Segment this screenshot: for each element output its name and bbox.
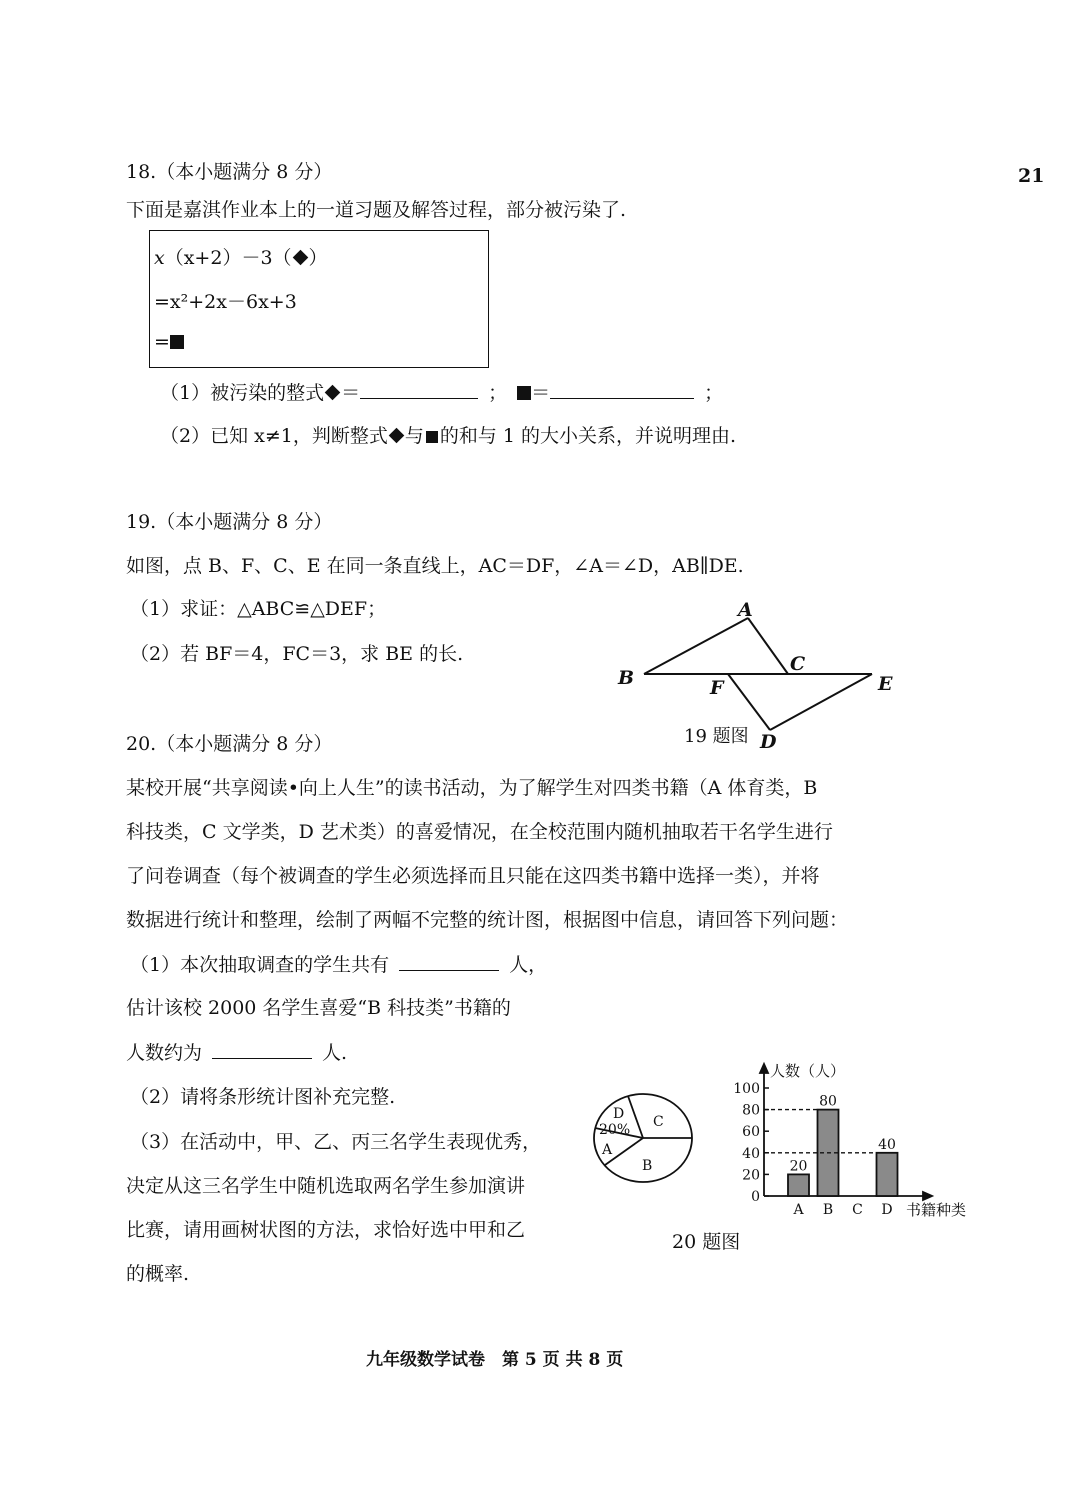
square-icon [426,431,438,443]
q20-part2: （2）请将条形统计图补充完整. [130,1086,396,1108]
segment-ab [644,618,748,674]
diamond-icon [292,250,308,266]
pie-label-d: D [613,1106,625,1122]
segment-fd [728,674,770,730]
x-axis-arrow [923,1192,932,1200]
q18-part1-text: （1）被污染的整式 [160,382,325,404]
y-tick-label: 40 [742,1145,760,1162]
y-axis-arrow [760,1064,768,1073]
q18-box-line3 [154,331,184,353]
q20-part1-line3 [126,1040,347,1065]
q18-part2 [160,424,736,448]
q20-part1-d: 人数约为 [126,1042,203,1064]
q18-part1 [160,380,723,405]
y-tick-label: 80 [742,1102,760,1119]
bar [877,1153,898,1196]
q19-figure [600,590,920,760]
y-axis-label: 人数（人） [770,1062,846,1080]
q20-part3-4: 的概率. [126,1263,190,1285]
q20-part1-a: （1）本次抽取调查的学生共有 [130,954,390,976]
label-d: D [760,731,777,753]
q20-figure-caption: 20 题图 [672,1231,741,1253]
q20-para-1: 某校开展“共享阅读•向上人生”的读书活动，为了解学生对四类书籍（A 体育类，B [126,777,818,799]
q20-para-3: 了问卷调查（每个被调查的学生必须选择而且只能在这四类书籍中选择一类），并将 [126,865,820,887]
pie-divider-dc [628,1096,643,1138]
diamond-icon [389,428,405,444]
pie-percent-d: 20% [599,1122,631,1138]
q20-part3-2: 决定从这三名学生中随机选取两名学生参加演讲 [126,1175,526,1197]
y-tick-label: 100 [733,1081,760,1097]
x-tick-label: B [822,1202,834,1218]
q18-part2-c: 的和与 1 的大小关系，并说明理由. [439,425,737,447]
q20-pie-chart [590,1088,700,1188]
q18-part1-sep: ； [488,382,508,404]
q20-part1-c: 估计该校 2000 名学生喜爱“B 科技类”书籍的 [126,997,511,1019]
q20-part3-1: （3）在活动中，甲、乙、丙三名学生表现优秀， [130,1131,542,1153]
q19-part2: （2）若 BF＝4，FC＝3，求 BE 的长. [130,643,464,665]
label-f: F [710,677,724,699]
q18-part1-eq1: ＝ [341,382,361,404]
q20-part3-3: 比赛，请用画树状图的方法，求恰好选中甲和乙 [126,1219,526,1241]
y-tick-label: 60 [742,1124,760,1141]
x-tick-label: C [852,1202,863,1218]
q18-heading: 18.（本小题满分 8 分） [126,161,333,183]
pie-label-c: C [653,1114,664,1130]
q18-part1-eq2: ＝ [531,382,551,404]
x-tick-label: A [793,1202,804,1218]
label-c: C [790,653,806,675]
y-tick-label: 20 [742,1167,760,1184]
bar [788,1174,809,1196]
answer-blank-total[interactable] [399,952,499,971]
bar-value-label: 40 [878,1136,896,1153]
q18-intro: 下面是嘉淇作业本上的一道习题及解答过程，部分被污染了. [126,199,627,221]
q18-box-var: x [154,247,165,269]
page-footer: 九年级数学试卷 第 5 页 共 8 页 [366,1350,624,1370]
label-e: E [878,673,893,695]
q19-figure-caption: 19 题图 [684,726,749,747]
x-tick-label: D [881,1202,893,1218]
bar-value-label: 80 [819,1093,837,1110]
label-a: A [738,599,753,621]
q19-heading: 19.（本小题满分 8 分） [126,511,333,533]
q19-part1: （1）求证：△ABC≌△DEF； [130,598,387,620]
q18-solution-box [149,230,489,368]
q18-box-line1-mid: （x+2）－3（ [164,247,292,269]
q18-part1-end: ； [704,382,724,404]
diamond-icon [325,385,341,401]
q20-part1-e: 人. [322,1042,348,1064]
pie-label-a: A [602,1142,613,1158]
segment-de [770,674,872,730]
x-axis-label: 书籍种类 [906,1201,967,1219]
q20-part1-b: 人， [509,954,548,976]
q18-box-line1 [154,243,328,270]
y-tick-label: 0 [751,1189,760,1205]
bar-value-label: 20 [789,1158,808,1175]
square-icon [517,386,531,400]
page-marker: 21 [1018,165,1045,187]
q18-part2-a: （2）已知 x≠1，判断整式 [160,425,388,447]
q18-part2-b: 与 [404,425,424,447]
q18-box-line2: =x²+2x－6x+3 [154,291,297,313]
answer-blank-b-estimate[interactable] [212,1040,312,1059]
q20-heading: 20.（本小题满分 8 分） [126,733,333,755]
q18-box-eq: = [154,331,170,353]
answer-blank-square[interactable] [550,380,694,399]
q20-para-2: 科技类，C 文学类，D 艺术类）的喜爱情况，在全校范围内随机抽取若干名学生进行 [126,821,833,843]
q19-intro: 如图，点 B、F、C、E 在同一条直线上，AC＝DF，∠A＝∠D，AB∥DE. [126,555,744,577]
q20-bar-chart [720,1058,980,1228]
q20-part1 [130,952,547,977]
q18-box-line1-end: ） [308,247,328,269]
square-icon [170,335,184,349]
answer-blank-diamond[interactable] [360,380,478,399]
segment-ac [748,618,788,674]
label-b: B [618,667,635,689]
q20-para-4: 数据进行统计和整理，绘制了两幅不完整的统计图，根据图中信息，请回答下列问题： [126,909,849,931]
pie-label-b: B [642,1158,653,1174]
